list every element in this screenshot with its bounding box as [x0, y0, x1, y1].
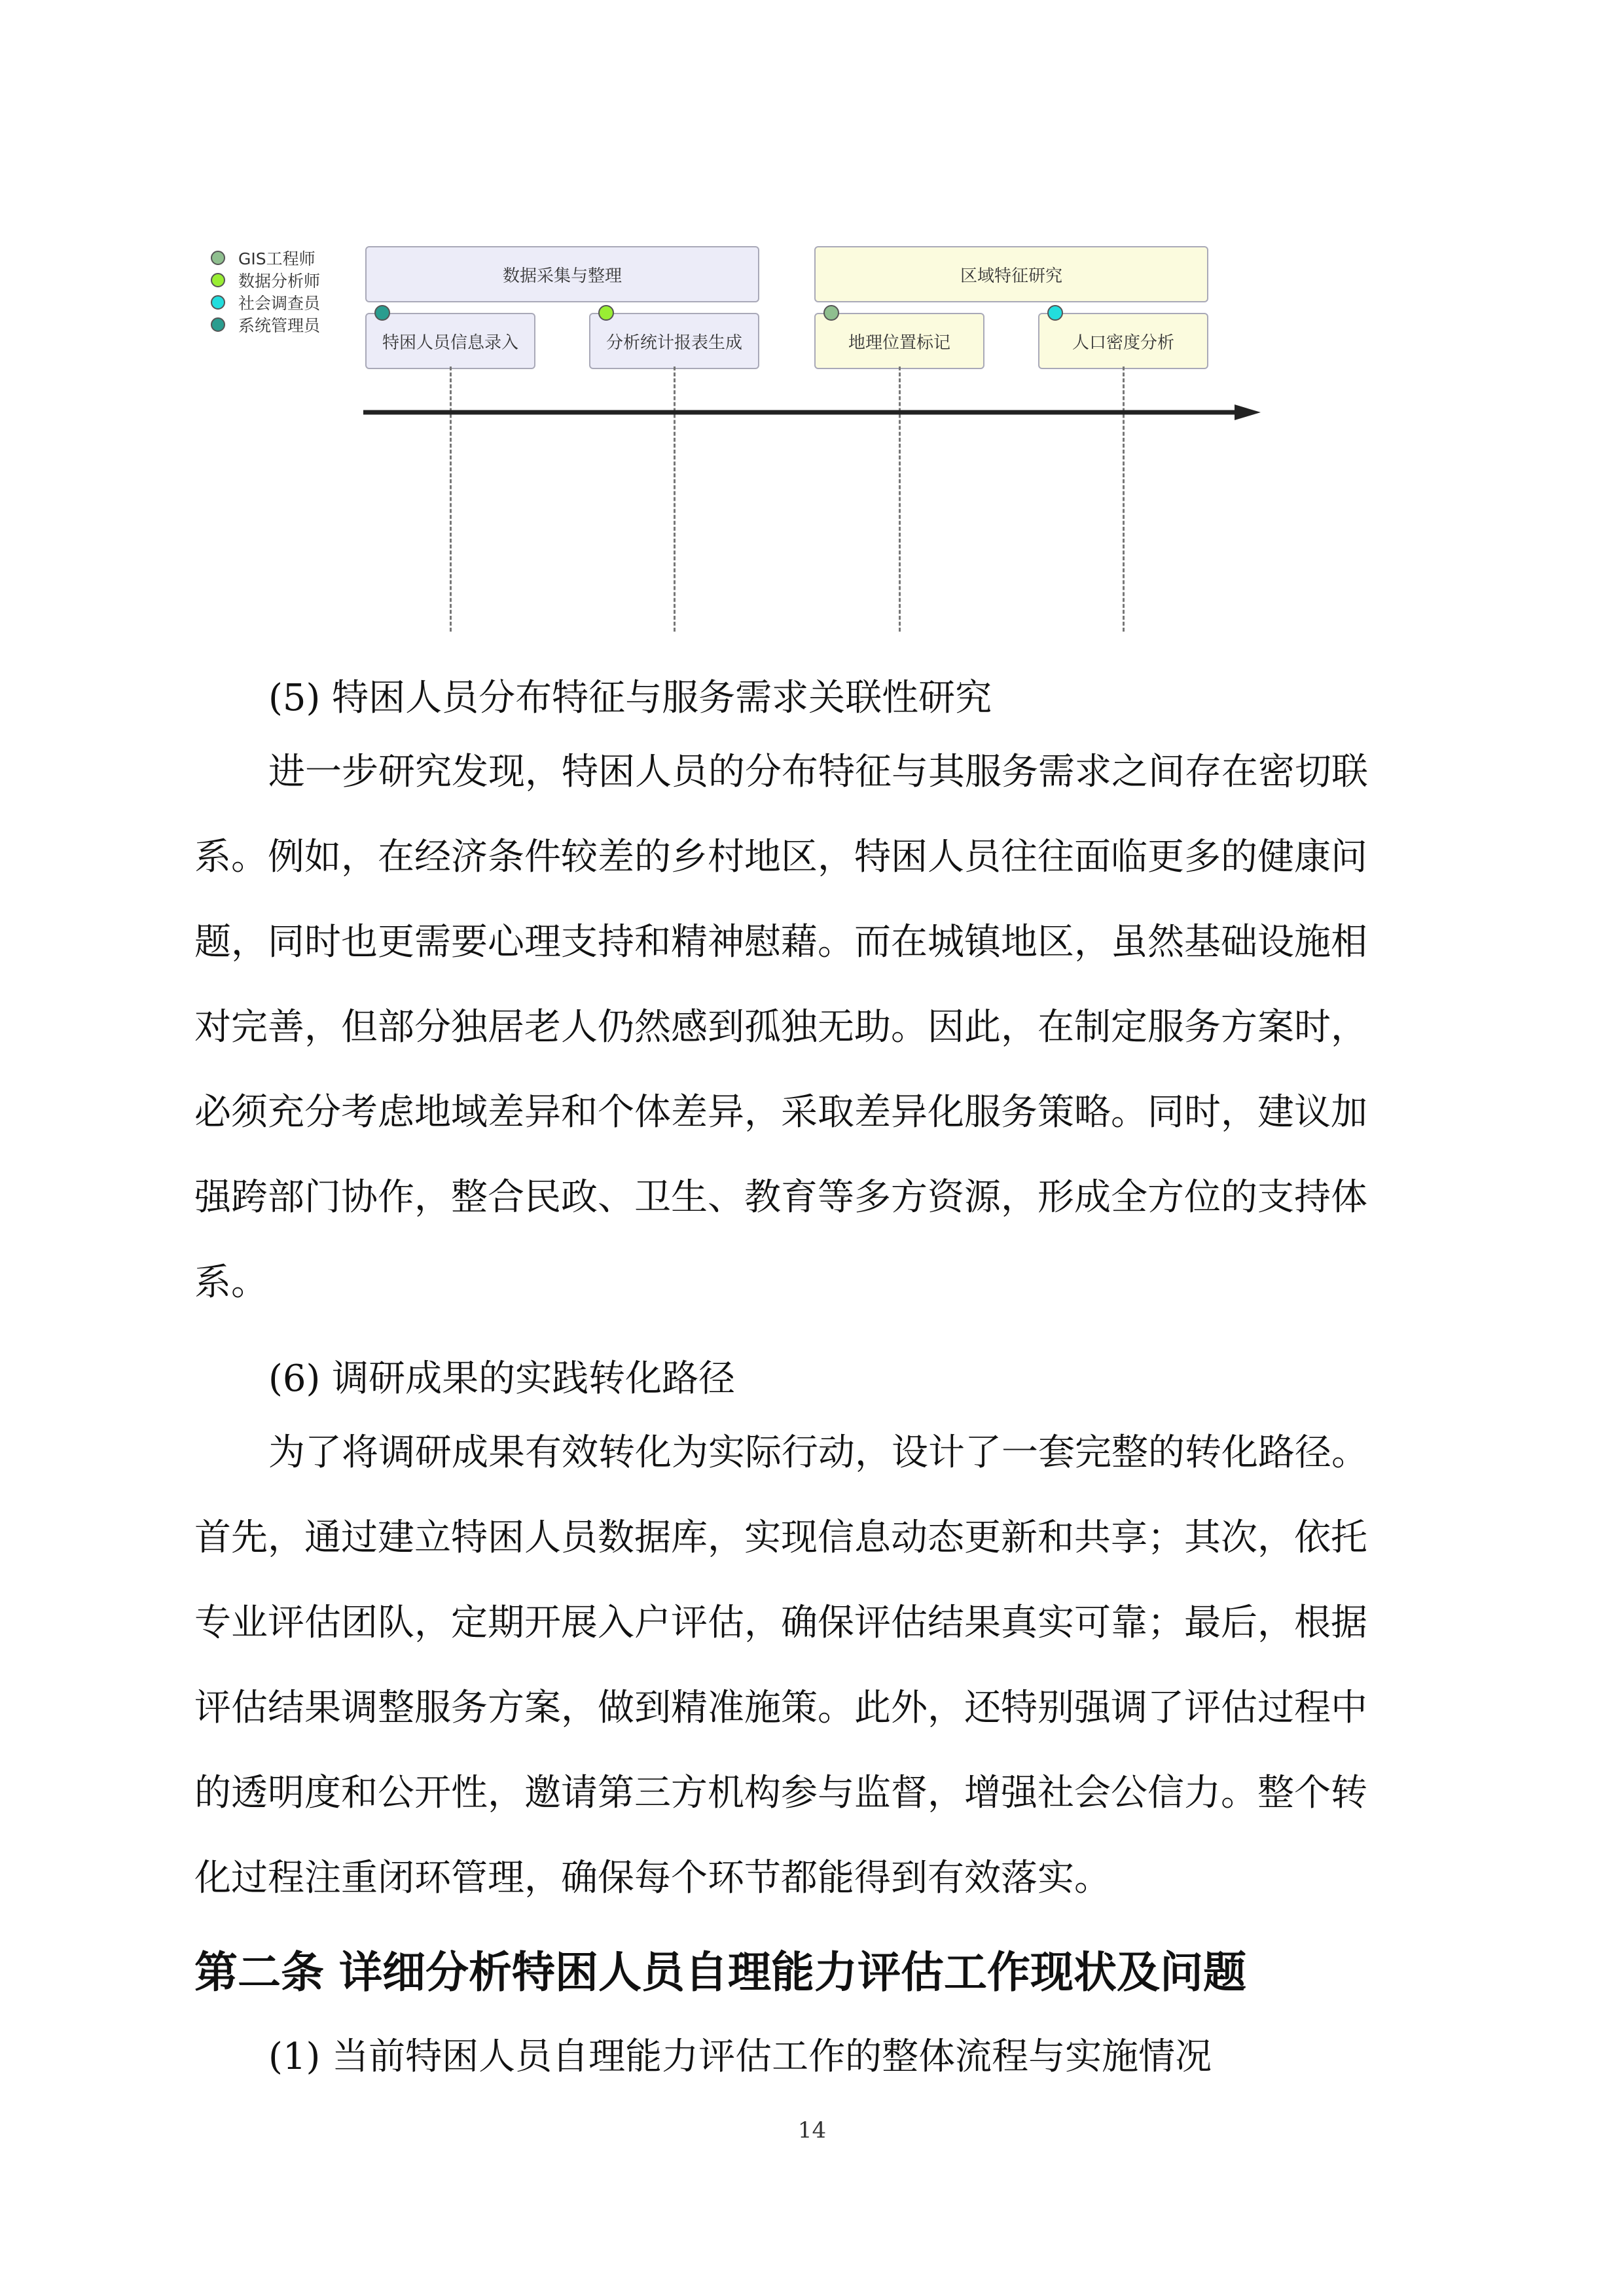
legend-item [211, 247, 316, 269]
paragraph-line: 化过程注重闭环管理，确保每个环节都能得到有效落实。 [194, 1857, 1111, 1899]
task-box: 人口密度分析 [1038, 313, 1208, 369]
paragraph-line: 评估结果调整服务方案，做到精准施策。此外，还特别强调了评估过程中 [194, 1687, 1367, 1729]
task-role-dot [374, 305, 390, 321]
paragraph-line: 题，同时也更需要心理支持和精神慰藉。而在城镇地区，虽然基础设施相 [194, 921, 1367, 963]
article-title: 第二条 详细分析特困人员自理能力评估工作现状及问题 [194, 1947, 1246, 1998]
subsection-heading: (5) 特困人员分布特征与服务需求关联性研究 [268, 677, 992, 719]
legend-item [211, 291, 320, 314]
section-header-regional-study: 区域特征研究 [814, 246, 1208, 302]
paragraph-line: 的透明度和公开性，邀请第三方机构参与监督，增强社会公信力。整个转 [194, 1772, 1367, 1814]
subsection-heading: (1) 当前特困人员自理能力评估工作的整体流程与实施情况 [268, 2036, 1212, 2078]
paragraph-line: 系。例如，在经济条件较差的乡村地区，特困人员往往面临更多的健康问 [194, 836, 1367, 878]
section-header-data-collection: 数据采集与整理 [365, 246, 759, 302]
legend-item [211, 269, 320, 291]
legend-label: 系统管理员 [238, 316, 321, 335]
legend-label: 社会调查员 [238, 294, 321, 313]
legend-dot [211, 295, 225, 310]
task-role-dot [1047, 305, 1063, 321]
task-box: 特困人员信息录入 [365, 313, 535, 369]
task-box: 地理位置标记 [814, 313, 984, 369]
task-box: 分析统计报表生成 [589, 313, 759, 369]
page-number: 14 [797, 2117, 827, 2144]
task-role-dot [598, 305, 614, 321]
legend-dot [211, 273, 225, 287]
paragraph-line: 对完善，但部分独居老人仍然感到孤独无助。因此，在制定服务方案时， [194, 1006, 1367, 1049]
legend-dot [211, 317, 225, 332]
legend-dot [211, 251, 225, 265]
paragraph-line: 专业评估团队，定期开展入户评估，确保评估结果真实可靠；最后，根据 [194, 1602, 1367, 1644]
timeline-arrow [360, 399, 1263, 425]
task-role-dot [823, 305, 839, 321]
paragraph-line: 系。 [194, 1261, 268, 1304]
legend-item [211, 314, 320, 336]
paragraph-line: 进一步研究发现，特困人员的分布特征与其服务需求之间存在密切联 [268, 751, 1368, 793]
legend-label: 数据分析师 [238, 272, 321, 291]
legend-label: GIS工程师 [238, 249, 316, 268]
subsection-heading: (6) 调研成果的实践转化路径 [268, 1357, 736, 1400]
paragraph-line: 为了将调研成果有效转化为实际行动，设计了一套完整的转化路径。 [268, 1431, 1368, 1474]
paragraph-line: 必须充分考虑地域差异和个体差异，采取差异化服务策略。同时，建议加 [194, 1091, 1367, 1134]
paragraph-line: 首先，通过建立特困人员数据库，实现信息动态更新和共享；其次，依托 [194, 1516, 1367, 1559]
paragraph-line: 强跨部门协作，整合民政、卫生、教育等多方资源，形成全方位的支持体 [194, 1176, 1367, 1219]
